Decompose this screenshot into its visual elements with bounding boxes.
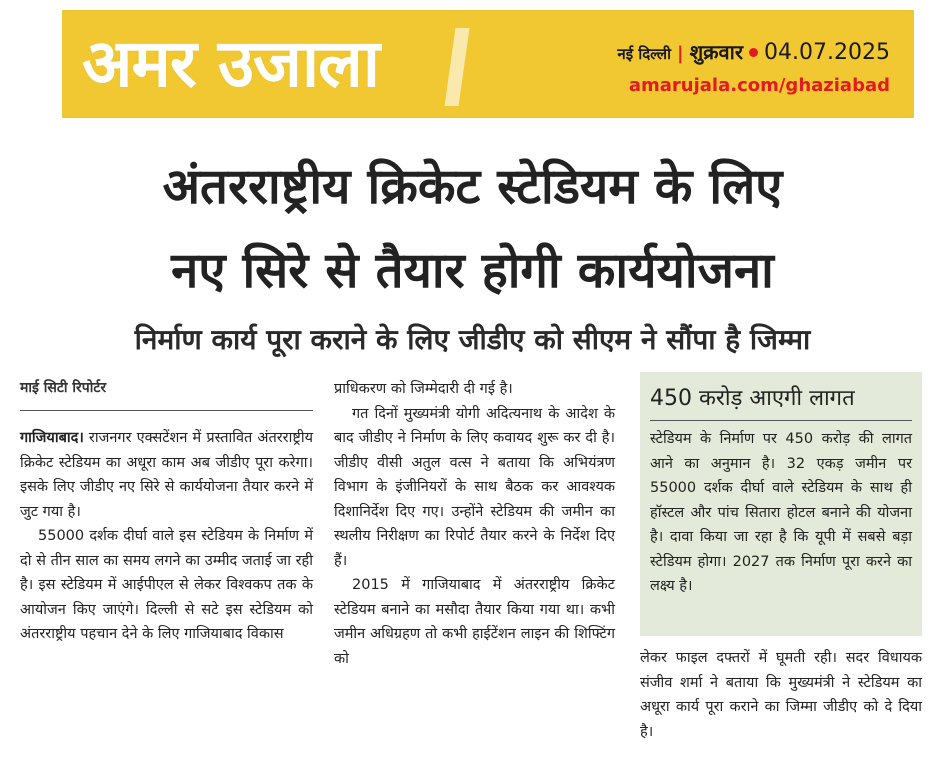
byline-rule	[20, 410, 313, 411]
article-column-2	[334, 377, 615, 671]
sidebox-rule	[650, 420, 912, 421]
edition-line	[617, 38, 890, 65]
masthead	[62, 10, 914, 118]
paragraph: लेकर फाइल दफ्तरों में घूमती रही। सदर विधायक संजीव शर्मा ने बताया कि मुख्यमंत्री ने स्टेडियम का अधूरा कार्य पूरा कराने का जिम्मा जीडीए को दे दिया है।	[640, 650, 922, 740]
paragraph-text: राजनगर एक्सटेंशन में प्रस्तावित अंतरराष्ट्रीय क्रिकेट स्टेडियम का अधूरा काम अब जीडीए पूरा करेगा। इसके लिए जीडीए नए सिरे से कार्ययोजना तैयार करने में जुट गया है।	[20, 430, 313, 520]
sidebox-body: स्टेडियम के निर्माण पर 450 करोड़ की लागत आने का अनुमान है। 32 एकड़ जमीन पर 55000 दर्शक दीर्घा वाले स्टेडियम के साथ ही हॉस्टल और पांच सितारा होटल बनाने की योजना है। दावा किया जा रहा है कि यूपी में सबसे बड़ा स्टेडियम होगा। 2027 तक निर्माण पूरा करने का लक्ष्य है।	[650, 431, 912, 594]
sidebox-title: 450 करोड़ आएगी लागत	[650, 386, 855, 411]
edition-city: नई दिल्ली	[617, 45, 671, 63]
edition-info	[617, 38, 890, 96]
logo-divider	[445, 28, 470, 106]
paragraph: 2015 में गाजियाबाद में अंतरराष्ट्रीय क्रिकेट स्टेडियम बनाने का मसौदा तैयार किया गया था। कभी जमीन अधिग्रहण तो कभी हाईटेंशन लाइन की शिफ्टिंग को	[334, 577, 615, 667]
byline: माई सिटी रिपोर्टर	[20, 380, 107, 396]
website-url[interactable]: amarujala.com/ghaziabad	[628, 75, 890, 96]
paragraph: गत दिनों मुख्यमंत्री योगी अदित्यनाथ के आदेश के बाद जीडीए ने निर्माण के लिए कवायद शुरू कर दी है। जीडीए वीसी अतुल वत्स ने बताया कि अभियंत्रण विभाग के इंजीनियरों के साथ बैठक कर आवश्यक दिशानिर्देश दिए गए। उन्होंने स्टेडियम की जमीन का स्थलीय निरीक्षण का रिपोर्ट तैयार करने के निर्देश दिए हैं।	[334, 405, 615, 569]
article-column-3	[640, 646, 922, 744]
edition-day: शुक्रवार	[689, 40, 744, 64]
article-column-1	[20, 426, 313, 647]
headline-line-2: नए सिरे से तैयार होगी कार्ययोजना	[171, 242, 774, 299]
cost-sidebox	[640, 372, 922, 636]
paragraph: प्राधिकरण को जिम्मेदारी दी गई है।	[334, 381, 513, 397]
paragraph: 55000 दर्शक दीर्घा वाले इस स्टेडियम के निर्माण में दो से तीन साल का समय लगने का उम्मीद जताई जा रही है। इस स्टेडियम में आईपीएल से लेकर विश्वकप तक के आयोजन किए जाएंगे। दिल्ली से सटे इस स्टेडियम को अंतरराष्ट्रीय पहचान देने के लिए गाजियाबाद विकास	[20, 528, 313, 642]
edition-separator: |	[677, 43, 684, 64]
paragraph	[20, 426, 313, 524]
dateline: गाजियाबाद।	[20, 430, 84, 446]
subheadline: निर्माण कार्य पूरा कराने के लिए जीडीए को सीएम ने सौंपा है जिम्मा	[134, 323, 811, 356]
headline-line-1: अंतरराष्ट्रीय क्रिकेट स्टेडियम के लिए	[162, 158, 783, 215]
newspaper-logo: अमर उजाला	[82, 25, 379, 102]
edition-date: 04.07.2025	[764, 40, 890, 65]
bullet-dot-icon	[749, 48, 758, 57]
